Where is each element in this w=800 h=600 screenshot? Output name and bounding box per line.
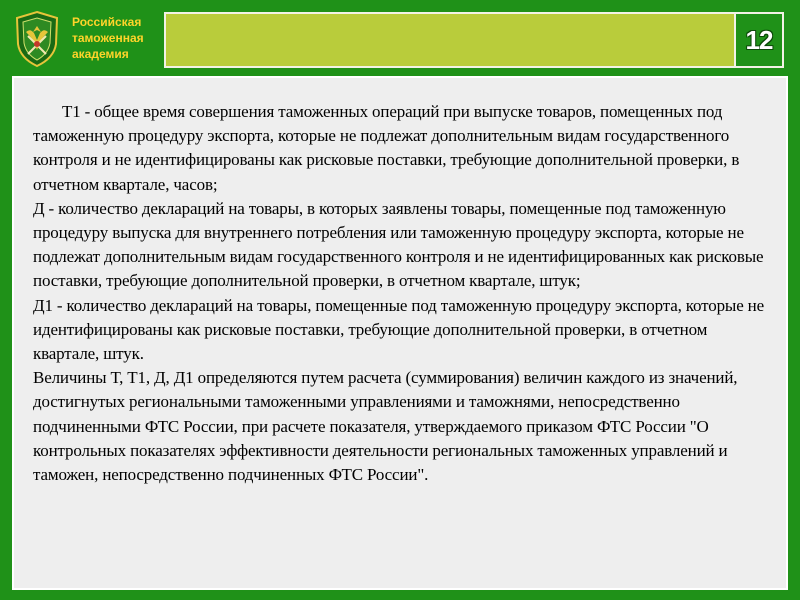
org-name-line-1: Российская <box>72 15 142 29</box>
org-name-line-2: таможенная <box>72 31 144 45</box>
customs-emblem-icon <box>14 10 60 68</box>
title-bar <box>164 12 784 68</box>
paragraph-t1-definition: Т1 - общее время совершения таможенных операций при выпуске товаров, помещенных под таможенную процедуру экспорта, которые не подлежат дополнительным видам государственного контроля и не идентифицированы как рисковые поставки, требующие дополнительной проверки, в отчетном квартале, часов; <box>33 102 740 194</box>
paragraph-d1-definition: Д1 - количество деклараций на товары, помещенные под таможенную процедуру экспорта, которые не идентифицированы как рисковые поставки, требующие дополнительной проверки, в отчетном квартале, штук. <box>33 295 765 364</box>
paragraph-calculation-note: Величины Т, Т1, Д, Д1 определяются путем расчета (суммирования) величин каждого из значений, достигнутых региональными таможенными управлениями и таможнями, непосредственно подчиненными ФТС России, при расчете показателя, утверждаемого приказом ФТС России "О контрольных показателях эффективности деятельности региональных таможенных управлений и таможен, непосредственно подчиненных ФТС России". <box>33 368 738 485</box>
org-name-line-3: академия <box>72 47 129 61</box>
paragraph-d-definition: Д - количество деклараций на товары, в которых заявлены товары, помещенные под таможенную процедуру выпуска для внутреннего потребления или таможенную процедуру экспорта, которые не подлежат дополнительным видам государственного контроля и не идентифицированных как рисковые поставки, требующие дополнительной проверки, в отчетном квартале, штук; <box>33 198 764 291</box>
slide-number: 12 <box>745 24 773 55</box>
slide-number-box <box>734 14 782 66</box>
content-panel <box>12 76 788 590</box>
organization-name <box>72 14 162 62</box>
